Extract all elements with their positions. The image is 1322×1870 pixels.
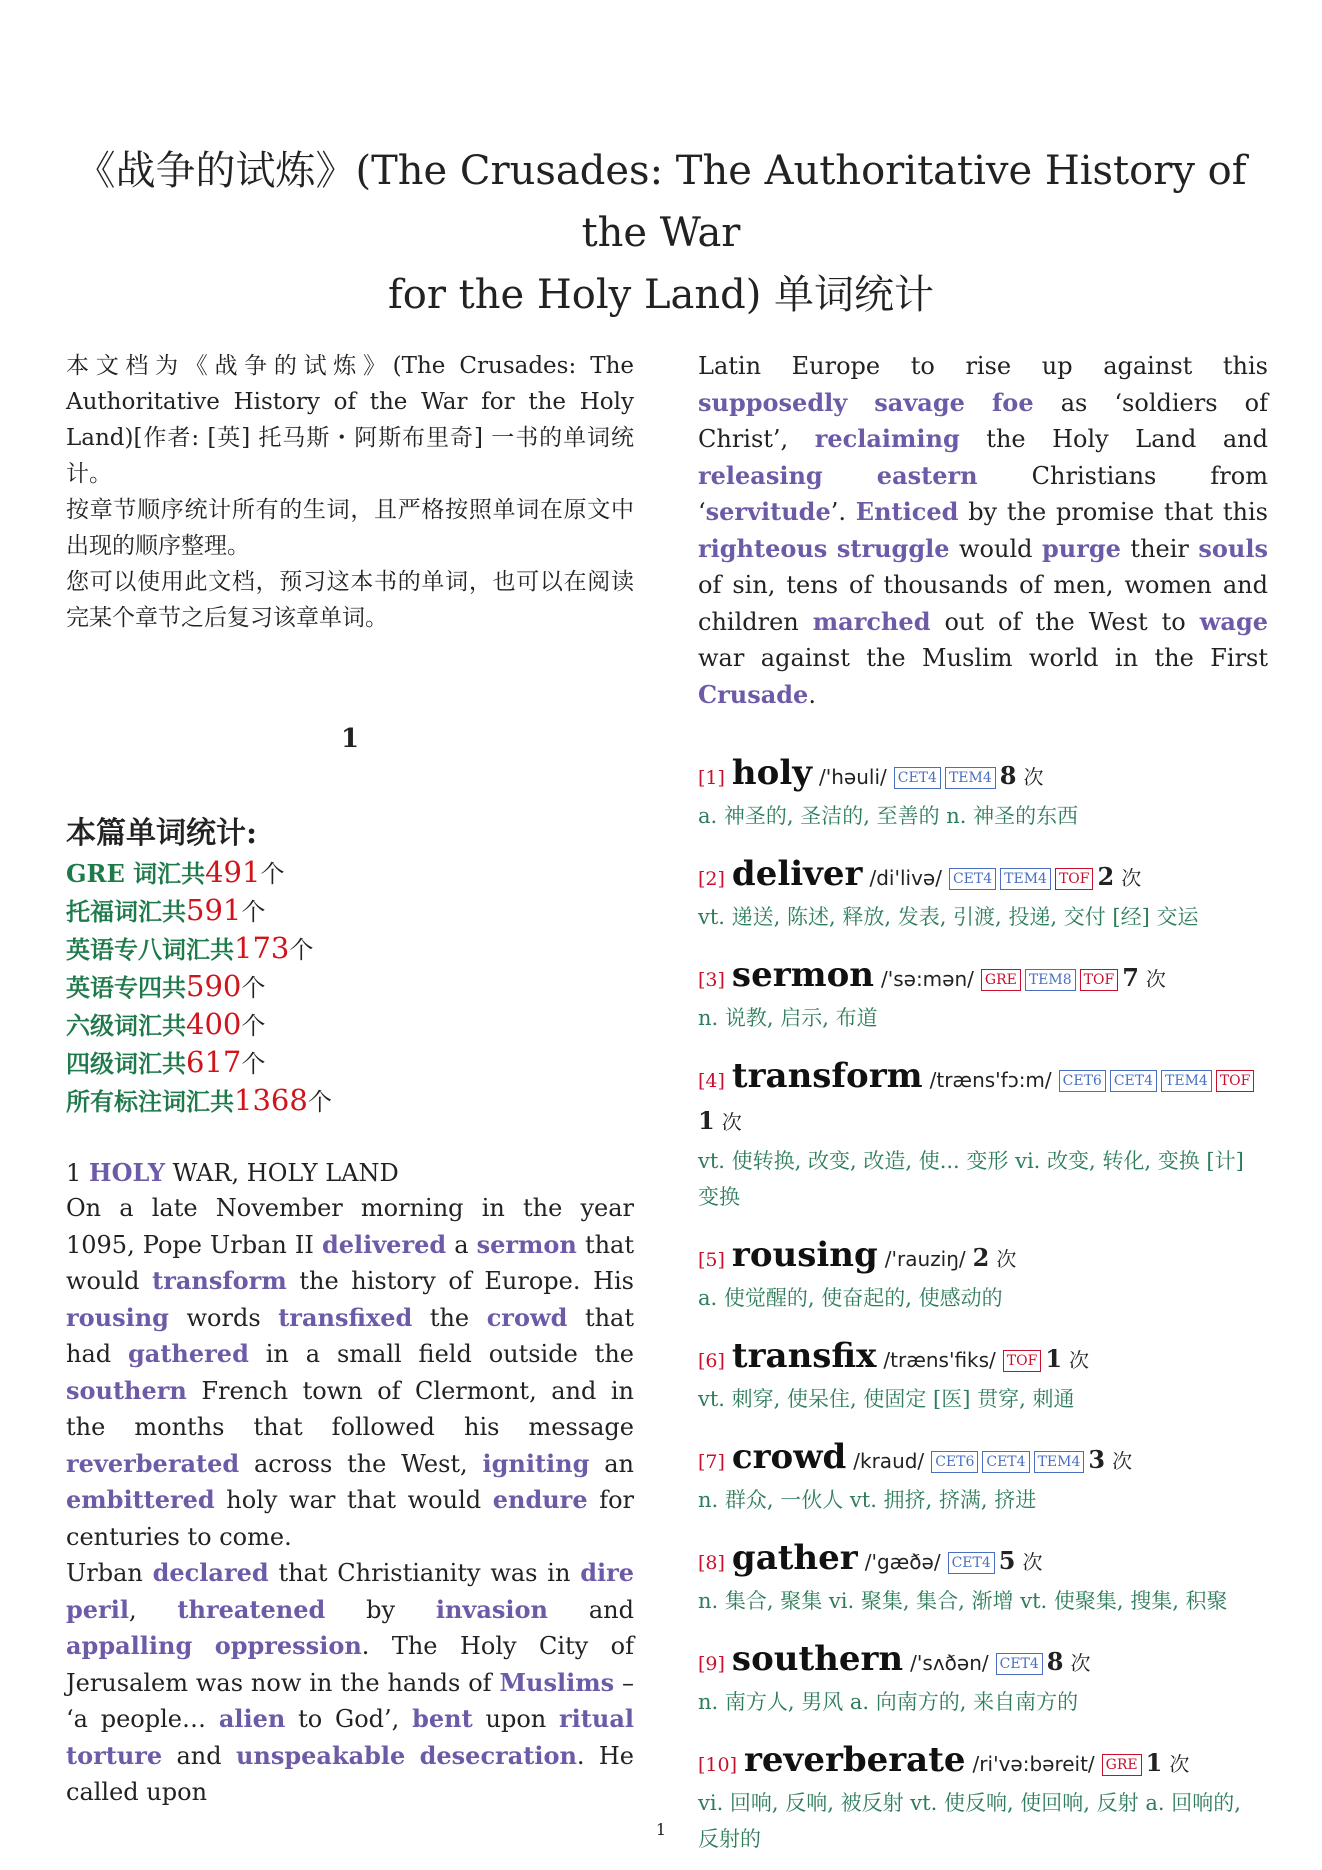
entry-index: [1] xyxy=(698,767,725,789)
vocab-word: souls xyxy=(1198,533,1268,563)
vocab-word: delivered xyxy=(321,1229,447,1259)
entry-word: transform xyxy=(731,1056,923,1096)
stat-unit: 个 xyxy=(241,1012,266,1040)
passage-text: the Holy Land and xyxy=(959,425,1268,453)
passage-text: a xyxy=(446,1230,477,1259)
passage-text: Christians from ‘ xyxy=(698,461,1268,526)
level-tag: GRE xyxy=(981,969,1021,991)
entry-word: southern xyxy=(731,1639,904,1679)
entry-phonetic: /træns'fiks/ xyxy=(883,1348,996,1372)
entry-head xyxy=(698,854,1268,899)
vocab-word: crowd xyxy=(486,1302,568,1332)
stat-line xyxy=(66,854,634,892)
vocab-word: oppression xyxy=(214,1631,362,1660)
vocab-word: releasing xyxy=(698,460,823,490)
entry-phonetic: /'sʌðən/ xyxy=(910,1651,989,1675)
entry-phonetic: /'həuli/ xyxy=(819,765,887,789)
vocab-word: declared xyxy=(152,1558,269,1587)
vocab-word: wage xyxy=(1199,606,1268,636)
entry-index: [10] xyxy=(698,1754,738,1776)
entry-head xyxy=(698,1740,1268,1785)
vocab-entry xyxy=(698,753,1268,834)
entry-head xyxy=(698,753,1268,798)
vocab-entries xyxy=(698,753,1268,1857)
passage-text xyxy=(965,389,992,417)
stat-value: 617 xyxy=(186,1045,242,1079)
entry-head xyxy=(698,1437,1268,1482)
page-number: 1 xyxy=(655,1820,667,1839)
vocab-entry xyxy=(698,854,1268,935)
passage-text: their xyxy=(1120,534,1199,563)
vocab-word: Muslims xyxy=(499,1667,615,1697)
level-tag: CET4 xyxy=(894,767,941,789)
passage-text xyxy=(827,535,837,563)
entry-head xyxy=(698,1639,1268,1684)
entry-head xyxy=(698,1056,1268,1143)
stat-label: 英语专八词汇共 xyxy=(66,935,234,964)
passage-text: of sin, tens of thousands of men, women and children xyxy=(698,571,1268,636)
entry-phonetic: /'sə:mən/ xyxy=(880,967,974,991)
level-tag: TOF xyxy=(1216,1070,1255,1092)
level-tag: CET6 xyxy=(1059,1070,1106,1092)
passage-text: for centuries to come. xyxy=(66,1486,634,1551)
entry-definition: vt. 使转换, 改变, 改造, 使... 变形 vi. 改变, 转化, 变换 [计] 变换 xyxy=(698,1149,1244,1209)
entry-count: 3 xyxy=(1088,1445,1106,1474)
entry-definition: n. 南方人, 男风 a. 向南方的, 来自南方的 xyxy=(698,1690,1079,1714)
vocab-word: Enticed xyxy=(855,497,959,526)
stat-label: 英语专四共 xyxy=(66,973,186,1002)
vocab-entry xyxy=(698,1639,1268,1720)
intro-paragraph-1: 本文档为《战争的试炼》(The Crusades: The Authoritative History of the War for the Holy Land)[作者: [英] 托马斯・阿斯布里奇] 一书的单词统计。 xyxy=(66,353,634,487)
stat-value: 591 xyxy=(186,893,242,927)
entry-index: [3] xyxy=(698,969,725,991)
entry-word: transfix xyxy=(731,1336,877,1376)
vocab-word: ritual xyxy=(559,1704,634,1733)
entry-index: [4] xyxy=(698,1070,725,1092)
entry-count: 8 xyxy=(1046,1647,1064,1676)
level-tag: TOF xyxy=(1055,868,1094,890)
passage-text: across the West, xyxy=(239,1449,483,1478)
vocab-word: dire xyxy=(580,1558,634,1587)
vocab-word: foe xyxy=(991,387,1034,417)
vocab-word: eastern xyxy=(876,460,978,490)
entry-count-unit: 次 xyxy=(1169,1752,1190,1776)
vocab-entry xyxy=(698,1740,1268,1857)
entry-count-unit: 次 xyxy=(1112,1449,1133,1473)
passage-text: upon xyxy=(472,1705,560,1733)
entry-definition: n. 说教, 启示, 布道 xyxy=(698,1006,878,1030)
entry-definition: n. 集合, 聚集 vi. 聚集, 集合, 渐增 vt. 使聚集, 搜集, 积聚 xyxy=(698,1589,1228,1613)
title-line-1: 《战争的试炼》(The Crusades: The Authoritative History of the War xyxy=(75,148,1247,256)
entry-count: 1 xyxy=(698,1106,715,1135)
passage-text: – ‘a people… xyxy=(66,1668,634,1733)
passage-text: the history of Europe. His xyxy=(286,1267,635,1295)
stat-line xyxy=(66,930,634,968)
passage-text: to God’, xyxy=(285,1705,413,1733)
entry-index: [9] xyxy=(698,1653,725,1675)
entry-definition: a. 神圣的, 圣洁的, 至善的 n. 神圣的东西 xyxy=(698,804,1079,828)
entry-definition: vt. 递送, 陈述, 释放, 发表, 引渡, 投递, 交付 [经] 交运 xyxy=(698,905,1199,929)
entry-definition: vt. 刺穿, 使呆住, 使固定 [医] 贯穿, 刺通 xyxy=(698,1387,1075,1411)
vocab-entry xyxy=(698,1538,1268,1619)
level-tag: CET6 xyxy=(931,1451,978,1473)
passage-text: by xyxy=(325,1595,436,1624)
vocab-word: peril xyxy=(66,1594,129,1624)
passage-text: an xyxy=(589,1449,634,1478)
level-tag: TOF xyxy=(1080,969,1119,991)
intro-paragraph-3: 您可以使用此文档，预习这本书的单词，也可以在阅读完某个章节之后复习该章单词。 xyxy=(66,569,634,631)
vocab-word: transform xyxy=(152,1266,287,1295)
passage-text: , xyxy=(128,1595,178,1624)
entry-head xyxy=(698,955,1268,1000)
title-line-2: for the Holy Land) 单词统计 xyxy=(387,272,935,318)
entry-count: 2 xyxy=(972,1243,990,1272)
entry-count: 5 xyxy=(998,1546,1016,1575)
level-tag: TOF xyxy=(1003,1350,1042,1372)
passage-text: words xyxy=(168,1303,279,1332)
passage-text: in a small field outside the xyxy=(248,1340,634,1368)
vocab-word: embittered xyxy=(66,1485,215,1514)
stat-label: 六级词汇共 xyxy=(66,1011,186,1040)
stat-label: 所有标注词汇共 xyxy=(66,1087,234,1116)
intro-section xyxy=(66,348,634,636)
passage-text: the xyxy=(412,1303,487,1332)
stat-unit: 个 xyxy=(289,936,314,964)
stat-label: 四级词汇共 xyxy=(66,1049,186,1078)
stat-unit: 个 xyxy=(241,898,266,926)
entry-count-unit: 次 xyxy=(1069,1348,1090,1372)
entry-head xyxy=(698,1538,1268,1583)
stat-label: GRE 词汇共 xyxy=(66,859,206,888)
entry-count-unit: 次 xyxy=(1121,866,1142,890)
vocab-word: marched xyxy=(812,606,931,636)
vocab-word: transfixed xyxy=(278,1302,413,1332)
passage-text: that had xyxy=(66,1303,635,1368)
vocab-word: servitude xyxy=(705,497,831,526)
entry-phonetic: /'gæðə/ xyxy=(864,1550,941,1574)
stat-value: 590 xyxy=(186,969,242,1003)
vocab-word: Crusade xyxy=(698,679,809,709)
passage-text xyxy=(405,1742,419,1770)
entry-index: [8] xyxy=(698,1552,725,1574)
entry-word: sermon xyxy=(731,955,874,995)
entry-count-unit: 次 xyxy=(1145,967,1166,991)
level-tag: CET4 xyxy=(982,1451,1029,1473)
entry-count: 1 xyxy=(1145,1748,1163,1777)
chapter-number: 1 xyxy=(340,724,360,754)
entry-phonetic: /træns'fɔ:m/ xyxy=(929,1068,1052,1092)
chapter-heading-highlight: HOLY xyxy=(88,1158,165,1187)
level-tag: CET4 xyxy=(996,1653,1043,1675)
entry-definition: vi. 回响, 反响, 被反射 vt. 使反响, 使回响, 反射 a. 回响的, 反射的 xyxy=(698,1791,1241,1851)
stat-line xyxy=(66,1082,634,1120)
stat-unit: 个 xyxy=(241,1050,266,1078)
page-title xyxy=(50,140,1272,326)
vocab-word: torture xyxy=(66,1740,163,1770)
vocab-word: bent xyxy=(412,1704,473,1733)
entry-phonetic: /kraud/ xyxy=(853,1449,925,1473)
stat-line xyxy=(66,1006,634,1044)
entry-word: gather xyxy=(731,1538,858,1578)
vocab-entry xyxy=(698,1235,1268,1316)
passage-text xyxy=(823,462,877,490)
passage-text: that Christianity was in xyxy=(268,1559,581,1587)
passage-paragraph-continued xyxy=(698,348,1268,713)
passage-text: and xyxy=(162,1741,236,1770)
passage-text: by the promise that this xyxy=(958,498,1268,526)
level-tag: CET4 xyxy=(1110,1070,1157,1092)
passage-paragraph-1 xyxy=(66,1190,634,1555)
vocab-entry xyxy=(698,1336,1268,1417)
passage-paragraph-2 xyxy=(66,1555,634,1811)
stat-unit: 个 xyxy=(241,974,266,1002)
passage-text: holy war that would xyxy=(214,1486,493,1514)
entry-head xyxy=(698,1235,1268,1280)
entry-count-unit: 次 xyxy=(721,1110,742,1134)
passage-text: . xyxy=(808,680,816,709)
stat-line xyxy=(66,892,634,930)
entry-definition: a. 使觉醒的, 使奋起的, 使感动的 xyxy=(698,1286,1003,1310)
entry-head xyxy=(698,1336,1268,1381)
entry-index: [5] xyxy=(698,1249,725,1271)
vocab-word: reclaiming xyxy=(814,424,960,453)
passage-text: Latin Europe to rise up against this xyxy=(698,352,1268,380)
passage-text xyxy=(847,389,874,417)
vocab-word: appalling xyxy=(66,1631,193,1660)
vocab-word: sermon xyxy=(476,1229,577,1259)
entry-word: holy xyxy=(731,753,812,793)
entry-count: 2 xyxy=(1097,862,1115,891)
stat-value: 1368 xyxy=(234,1083,308,1117)
level-tag: CET4 xyxy=(948,1552,995,1574)
entry-count-unit: 次 xyxy=(1023,765,1044,789)
entry-count: 7 xyxy=(1122,963,1139,992)
stat-value: 173 xyxy=(234,931,290,965)
vocab-word: desecration xyxy=(419,1740,577,1770)
stat-line xyxy=(66,1044,634,1082)
entry-phonetic: /ri'və:bəreit/ xyxy=(972,1752,1095,1776)
stat-line xyxy=(66,968,634,1006)
entry-phonetic: /di'livə/ xyxy=(869,866,942,890)
level-tag: GRE xyxy=(1102,1754,1142,1776)
entry-phonetic: /'rauziŋ/ xyxy=(884,1247,966,1271)
vocab-entry xyxy=(698,955,1268,1036)
vocab-word: alien xyxy=(218,1704,286,1733)
passage-text: as ‘soldiers of Christ’, xyxy=(698,388,1268,453)
entry-word: reverberate xyxy=(744,1740,966,1780)
vocab-word: supposedly xyxy=(698,387,848,417)
stat-value: 400 xyxy=(186,1007,242,1041)
entry-index: [7] xyxy=(698,1451,725,1473)
vocab-word: unspeakable xyxy=(235,1740,406,1770)
vocab-word: threatened xyxy=(177,1594,326,1624)
vocab-word: reverberated xyxy=(66,1448,240,1478)
stats-list xyxy=(66,854,634,1120)
passage-text: war against the Muslim world in the First xyxy=(698,644,1268,672)
stat-label: 托福词汇共 xyxy=(66,897,186,926)
left-column xyxy=(66,348,634,1811)
passage-text: . The Holy City of Jerusalem was now in the hands of xyxy=(66,1632,634,1697)
vocab-word: invasion xyxy=(435,1594,549,1624)
vocab-word: igniting xyxy=(482,1448,590,1478)
vocab-word: purge xyxy=(1041,533,1121,563)
level-tag: TEM4 xyxy=(1000,868,1051,890)
passage-text: would xyxy=(949,534,1042,563)
level-tag: TEM8 xyxy=(1025,969,1076,991)
entry-index: [2] xyxy=(698,868,725,890)
vocab-word: struggle xyxy=(836,533,950,563)
chapter-heading-rest: WAR, HOLY LAND xyxy=(172,1159,399,1187)
entry-count: 8 xyxy=(999,761,1017,790)
vocab-entry xyxy=(698,1437,1268,1518)
vocab-word: rousing xyxy=(66,1302,169,1332)
chapter-heading xyxy=(66,1156,634,1190)
level-tag: TEM4 xyxy=(945,767,996,789)
passage-text: ’. xyxy=(830,498,856,526)
stats-heading: 本篇单词统计: xyxy=(66,816,258,851)
entry-count-unit: 次 xyxy=(1070,1651,1091,1675)
vocab-word: righteous xyxy=(698,533,828,563)
entry-count: 1 xyxy=(1045,1344,1063,1373)
vocab-word: southern xyxy=(66,1375,187,1405)
entry-definition: n. 群众, 一伙人 vt. 拥挤, 挤满, 挤进 xyxy=(698,1488,1037,1512)
level-tag: CET4 xyxy=(949,868,996,890)
stat-value: 491 xyxy=(205,855,261,889)
vocab-word: endure xyxy=(492,1485,588,1514)
entry-index: [6] xyxy=(698,1350,725,1372)
stat-unit: 个 xyxy=(260,860,285,888)
chapter-heading-num: 1 xyxy=(66,1159,82,1187)
vocab-word: savage xyxy=(874,387,965,417)
passage-text: On a late November morning in the year 1095, Pope Urban II xyxy=(66,1194,634,1259)
stat-unit: 个 xyxy=(307,1088,332,1116)
level-tag: TEM4 xyxy=(1161,1070,1212,1092)
right-column xyxy=(698,348,1268,1857)
passage-text: out of the West to xyxy=(930,607,1200,636)
passage-text: Urban xyxy=(66,1559,153,1587)
passage-text xyxy=(192,1632,214,1660)
level-tag: TEM4 xyxy=(1034,1451,1085,1473)
passage-text: . He called upon xyxy=(66,1741,634,1806)
entry-word: deliver xyxy=(731,854,863,894)
entry-count-unit: 次 xyxy=(996,1247,1017,1271)
vocab-entry xyxy=(698,1056,1268,1215)
entry-word: crowd xyxy=(731,1437,847,1477)
passage-text: and xyxy=(548,1595,634,1624)
passage-text: that would xyxy=(66,1230,634,1295)
entry-count-unit: 次 xyxy=(1022,1550,1043,1574)
intro-paragraph-2: 按章节顺序统计所有的生词，且严格按照单词在原文中出现的顺序整理。 xyxy=(66,497,634,559)
passage-text: French town of Clermont, and in the months that followed his message xyxy=(66,1376,634,1441)
vocab-word: gathered xyxy=(128,1339,249,1368)
entry-word: rousing xyxy=(731,1235,878,1275)
